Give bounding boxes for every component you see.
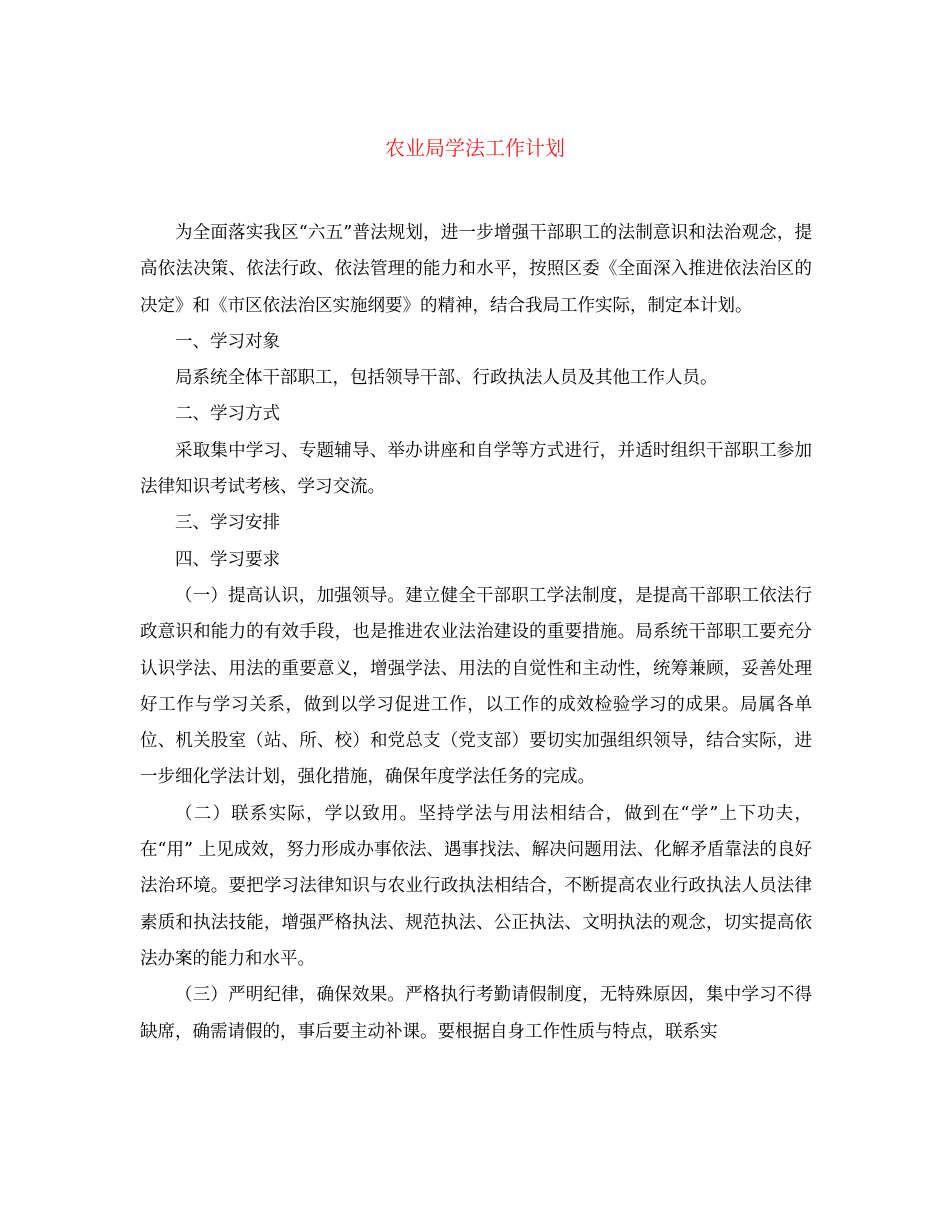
requirement-paragraph-3: （三）严明纪律，确保效果。严格执行考勤请假制度，无特殊原因，集中学习不得缺席，确需请假的，事后要主动补课。要根据自身工作性质与特点，联系实 xyxy=(140,985,812,1042)
intro-paragraph: 为全面落实我区“六五”普法规划，进一步增强干部职工的法制意识和法治观念，提高依法决策、依法行政、依法管理的能力和水平，按照区委《全面深入推进依法治区的决定》和《市区依法治区实施纲要》的精神，结合我局工作实际，制定本计划。 xyxy=(140,223,812,316)
section-heading-study-arrangement: 三、学习安排 xyxy=(175,513,280,534)
section-heading-study-methods: 二、学习方式 xyxy=(175,404,280,425)
study-methods-paragraph: 采取集中学习、专题辅导、举办讲座和自学等方式进行，并适时组织干部职工参加法律知识考试考核、学习交流。 xyxy=(140,440,812,498)
requirement-paragraph-2: （二）联系实际，学以致用。坚持学法与用法相结合，做到在“学”上下功夫，在“用” 上见成效，努力形成办事依法、遇事找法、解决问题用法、化解矛盾靠法的良好法治环境。要把学习法律知识与农业行政执法相结合，不断提高农业行政执法人员法律素质和执法技能，增强严格执法、规范执法、公正执法、文明执法的观念，切实提高依法办案的能力和水平。 xyxy=(140,803,812,969)
section-heading-study-targets: 一、学习对象 xyxy=(175,331,280,352)
study-targets-paragraph: 局系统全体干部职工，包括领导干部、行政执法人员及其他工作人员。 xyxy=(175,368,718,389)
document-body xyxy=(140,215,812,1050)
requirement-paragraph-1: （一）提高认识，加强领导。建立健全干部职工学法制度，是提高干部职工依法行政意识和能力的有效手段，也是推进农业法治建设的重要措施。局系统干部职工要充分认识学法、用法的重要意义，增强学法、用法的自觉性和主动性，统筹兼顾，妥善处理好工作与学习关系，做到以学习促进工作，以工作的成效检验学习的成果。局属各单位、机关股室（站、所、校）和党总支（党支部）要切实加强组织领导，结合实际，进一步细化学法计划，强化措施，确保年度学法任务的完成。 xyxy=(140,585,812,788)
document-title: 农业局学法工作计划 xyxy=(385,136,565,160)
section-heading-study-requirements: 四、学习要求 xyxy=(175,549,280,570)
